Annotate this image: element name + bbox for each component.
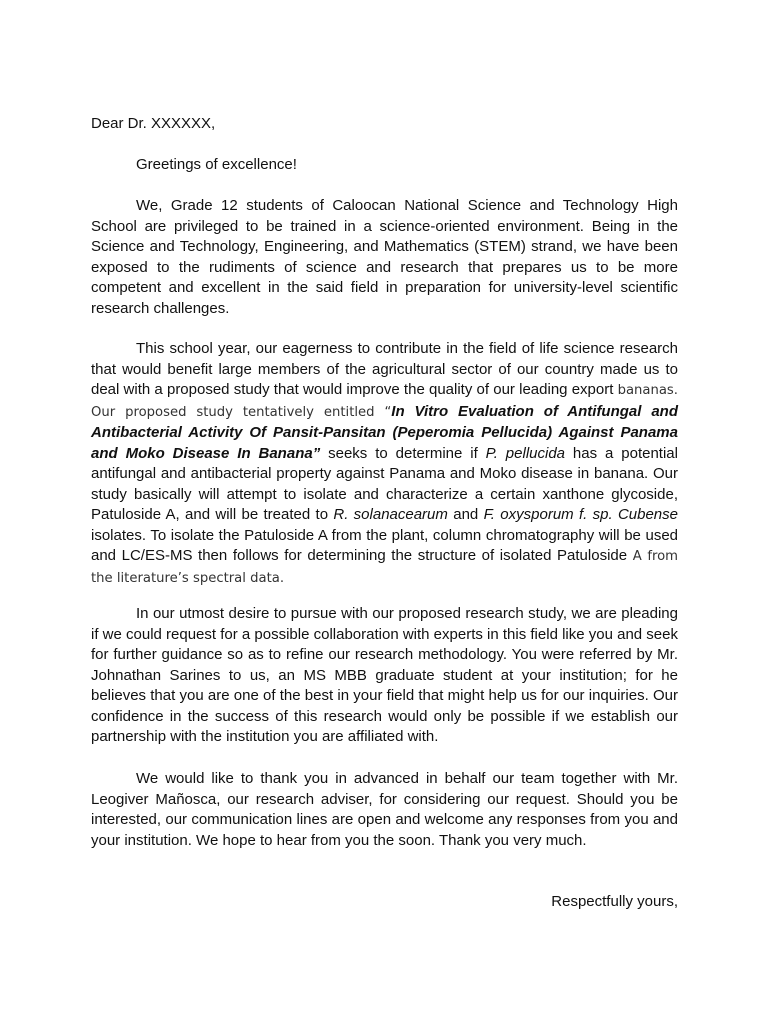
paragraph-text: has a potential antifungal and antibacterial property against Panama and Moko disease in banana. Our study basically will attempt to isolate and characterize a certain xanthone glycoside, Patuloside A, and will be treated to [91,444,678,523]
paragraph-text: bananas. Our proposed study tentatively entitled “ [91,383,678,420]
paragraph-thanks: We would like to thank you in advanced in behalf our team together with Mr. Leogiver Mañosca, our research adviser, for considering our request. Should you be interested, our communication lines are open and welcome any responses from you and your institution. We hope to hear from you the soon. Thank you very much. [91,770,678,849]
paragraph-text: This school year, our eagerness to contribute in the field of life science research that would benefit large members of the agricultural sector of our country made us to deal with a proposed study that would improve the quality of our leading export [91,340,678,398]
paragraph-text: seeks to determine if [320,444,486,462]
closing: Respectfully yours, [551,893,678,910]
study-title: In Vitro Evaluation of Antifungal and Antibacterial Activity Of Pansit-Pansitan (Peperomia Pellucida) Against Panama and Moko Disease In Banana” [91,402,678,462]
paragraph-proposed-study [91,339,678,589]
paragraph-introduction: We, Grade 12 students of Caloocan National Science and Technology High School are privileged to be trained in a science-oriented environment. Being in the Science and Technology, Engineering, and Mathematics (STEM) strand, we have been exposed to the rudiments of science and research that prepares us to be more competent and excellent in the said field in preparation for university-level scientific research challenges. [91,197,678,317]
species-name: P. pellucida [485,444,566,462]
paragraph-text: A from the literature’s spectral data. [91,549,679,586]
greeting: Greetings of excellence! [136,156,297,173]
paragraph-text: isolates. To isolate the Patuloside A from the plant, column chromatography will be used and LC/ES-MS then follows for determining the structure of isolated Patuloside [91,526,678,564]
paragraph-collaboration-request: In our utmost desire to pursue with our proposed research study, we are pleading if we could request for a possible collaboration with experts in this field like you and seek for further guidance so as to refine our research methodology. You were referred by Mr. Johnathan Sarines to us, an MS MBB graduate student at your institution; for he believes that you are one of the best in your field that might help us for our inquiries. Our confidence in the success of this research would only be possible if we establish our partnership with the institution you are affiliated with. [91,605,678,745]
salutation: Dear Dr. XXXXXX, [91,115,216,132]
species-name: F. oxysporum f. sp. Cubense [483,506,678,523]
paragraph-text: and [447,506,484,523]
species-name: R. solanacearum [333,506,448,523]
